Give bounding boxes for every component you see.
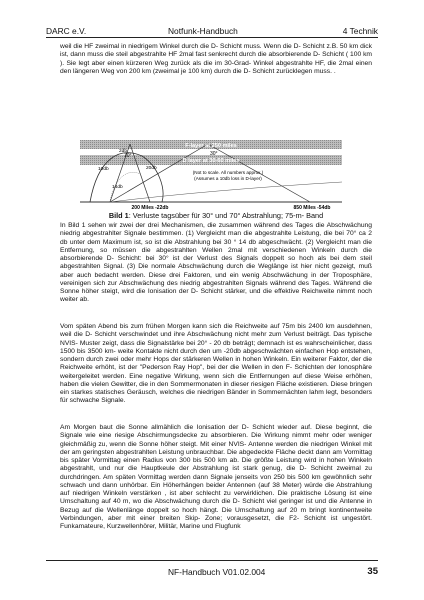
label-14db: 14db [112,185,123,190]
footer-version: NF-Handbuch V01.02.004 [168,567,266,577]
header-rule [46,37,378,38]
ray-low [110,182,342,202]
note-line-1: (Not to scale. All numbers approx.) [192,170,264,175]
paragraph-3: Vom späten Abend bis zum frühen Morgen kann sich die Reichweite auf 75m bis 2400 km ausdehnen, weil die D- Schicht verschwindet und ihre Abschwächung nicht mehr zum Verlust beiträgt. Das typische NVIS- Muster zeigt, dass die Signalstärke bei 20° - 20 db beträgt; demnach ist es wahrscheinlicher, dass 1500 bis 3500 km- weite Kontakte nicht durch den um -20db abgeschwächten einfachen Hop entstehen, sondern durch zwei oder mehr Hops der stärkeren Wellen in hohen Winkeln. Ein weiterer Faktor, der die Reichweite erhöht, ist der "Pederson Ray Hop", bei der die Wellen in den F- Schichten der Ionosphäre weitergeleitet werden. Eine negative Wirkung, wenn sich die Entfernungen auf diese Weise erhöhen, haben die vielen Gewitter, die in den Sommermonaten in dieser riesigen Fläche existieren. Diese bringen ein starkes statisches Geräusch, welches die niedrigen Bänder in Sommernächten lahm legt, besonders für schwache Signale. [60,323,372,405]
caption-label: Bild 1 [108,211,129,220]
distance-850: 850 Miles -54db [293,205,331,210]
page-number: 35 [367,566,378,577]
angle-70-label: 70° [124,153,132,159]
label-20db: 20db [146,166,157,171]
d-layer-label: D layer at 30-60 miles [182,158,240,164]
caption-text: : Verluste tagsüber für 30° und 70° Abstrahlung; 75-m- Band [128,211,324,220]
figure-nvis-diagram [80,138,342,210]
angle-30-label: 30° [210,151,218,157]
header-title: Notfunk-Handbuch [168,26,238,36]
paragraph-1: weil die HF zweimal in niedrigem Winkel durch die D- Schicht muss. Wenn die D- Schicht z.B. 50 km dick ist, dann muss die steil abgestrahlte HF 2mal fast senkrecht durch die absorbierende D- Schicht ( 100 km ). Sie legt aber einen kürzeren Weg zurück als die im 30-Grad- Winkel abgestrahlte HF, die 2mal einen den längeren Weg von 200 km (zweimal je 100 km) durch die D- Schicht zurücklegen muss. . [60,43,372,75]
paragraph-4: Am Morgen baut die Sonne allmählich die Ionisation der D- Schicht wieder auf. Diese beginnt, die Signale wie eine riesige Abschirmungsdecke zu absorbieren. Die Wirkung nimmt mehr oder weniger gleichmäßig zu, wenn die Sonne höher steigt. Mit einer NVIS- Antenne werden die niedrigen Winkel mit der am geringsten abgestrahlten Leistung unbrauchbar. Die abgedeckte Fläche deckt dann am Vormittag bis später Vormittag einen Radius von 300 bis 500 km ab. Die größte Leistung wird in hohen Winkeln abgestrahlt, und nur die Hauptkeule der Abstrahlung ist stark genug, die D- Schicht zweimal zu durchdringen. Am späten Vormittag werden dann Signale jenseits von 250 bis 500 km gewöhnlich sehr schwach und dann unhörbar. Ein Höherhängen beider Antennen (auf 38 Meter) würde die Abstrahlung auf niedrigen Winkeln verstärken , ist aber schlecht zu verwirklichen. Die praktische Lösung ist eine Umschaltung auf 40 m, wo die Abschwächung durch die D- Schicht viel geringer ist und die Antenne in Bezug auf die Wellenlänge doppelt so hoch hängt. Die Umschaltung auf 20 m bringt kontinentweite Verbindungen, aber mit einer breiten Skip- Zone; vorausgesetzt, die F2- Schicht ist ungestört. Funkamateure, Kurzwellenhörer, Militär, Marine und Flugfunk [60,424,372,530]
label-2db: 2db [119,149,128,154]
header-org: DARC e.V. [46,26,87,36]
distance-200: 200 Miles -22db [131,205,169,210]
figure-svg [80,138,342,210]
note-line-2: (Assumes a 10db loss in D-layer) [194,176,262,181]
header-chapter: 4 Technik [342,26,378,36]
figure-caption [60,211,372,220]
footer-rule [46,560,378,561]
f-layer-label: F-layer at 250 miles [185,143,237,149]
label-10db: 10db [98,167,109,172]
ray-70-down [130,144,150,202]
paragraph-2: In Bild 1 sehen wir zwei der drei Mechanismen, die zusammen während des Tages die Abschwächung niedrig abgestrahlter Signale bestimmen. (1) Vergleicht man die abgestrahlte Leistung, die bei 70° ca 2 db unter dem Maximum ist, so ist die Abstrahlung bei 30 ° 14 db abgeschwächt. (2) Vergleicht man die Entfernung, so müssen die abgestrahlten Wellen 2mal mit verschiedenen Winkeln durch die absorbierende D- Schicht: bei 30° ist der Verlust des Signals doppelt so hoch als bei dem steil abgestrahlten Signal. (3) Die normale Abschwächung durch die Weglänge ist hier nicht gezeigt, muß aber auch bedacht werden. Diese drei Faktoren, und ein wenig Abschwächung in der Troposphäre, vereinigen sich zur Abschwächung des niedrig abgestrahlten Signals während des Tages. Während die Sonne höher steigt, wird die Ionisation der D- Schicht stärker, und die effektive Reichweite nimmt noch weiter ab. [60,222,372,304]
